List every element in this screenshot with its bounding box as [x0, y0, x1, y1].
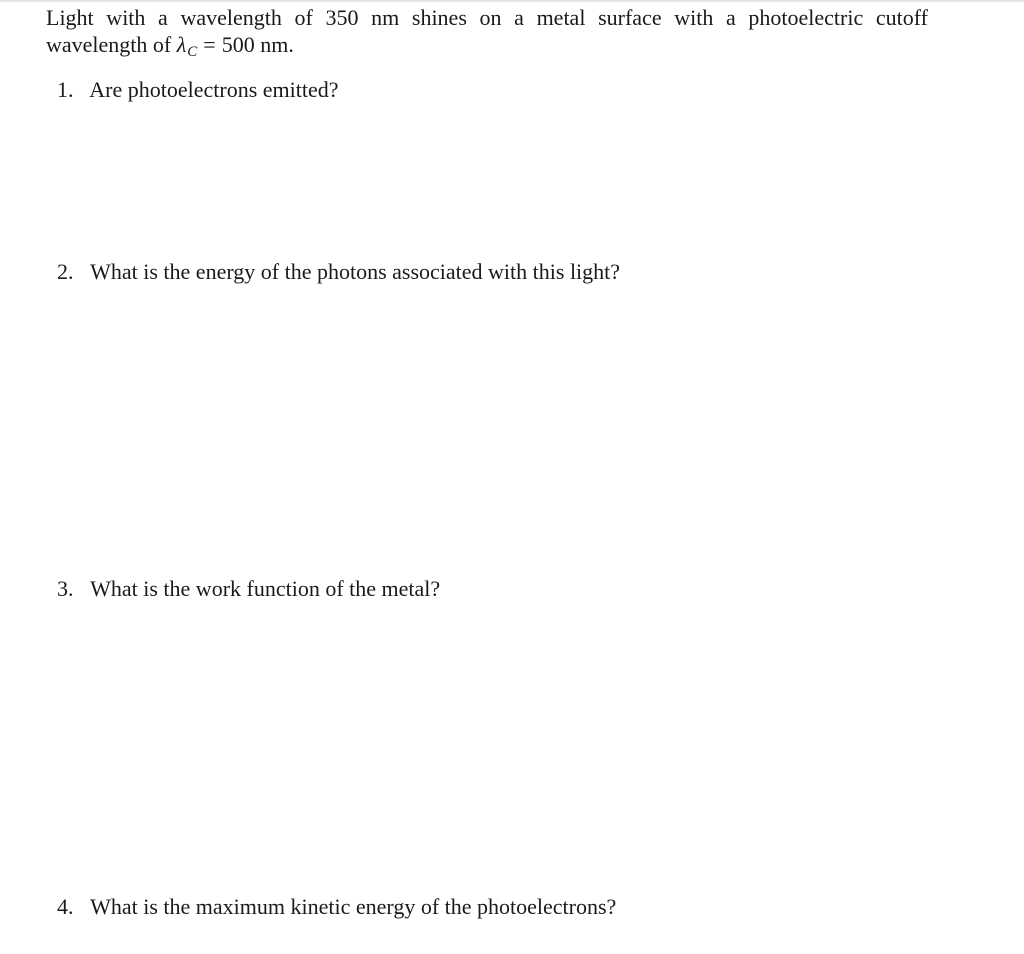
- question-2: [57, 258, 620, 285]
- problem-statement-line-2: [46, 31, 936, 62]
- question-number: 1.: [57, 77, 74, 102]
- question-number: 2.: [57, 259, 74, 284]
- question-text: What is the work function of the metal?: [90, 576, 441, 601]
- wavelength-of-label: wavelength of: [46, 32, 172, 57]
- question-4: [57, 893, 616, 920]
- problem-statement: [46, 4, 936, 62]
- equals-sign: =: [203, 32, 216, 57]
- lambda-subscript: C: [187, 44, 198, 60]
- question-text: What is the energy of the photons associated with this light?: [90, 259, 621, 284]
- question-text: What is the maximum kinetic energy of the photoelectrons?: [90, 894, 617, 919]
- top-edge-shadow: [0, 0, 1024, 3]
- question-number: 4.: [57, 894, 74, 919]
- cutoff-wavelength-value: 500 nm.: [221, 32, 294, 57]
- question-3: [57, 575, 440, 602]
- question-text: Are photoelectrons emitted?: [89, 77, 339, 102]
- question-number: 3.: [57, 576, 74, 601]
- lambda-symbol: λ: [176, 32, 187, 57]
- question-1: [57, 76, 339, 103]
- problem-statement-line-1: Light with a wavelength of 350 nm shines on a metal surface with a photoelectric cutoff: [46, 5, 928, 30]
